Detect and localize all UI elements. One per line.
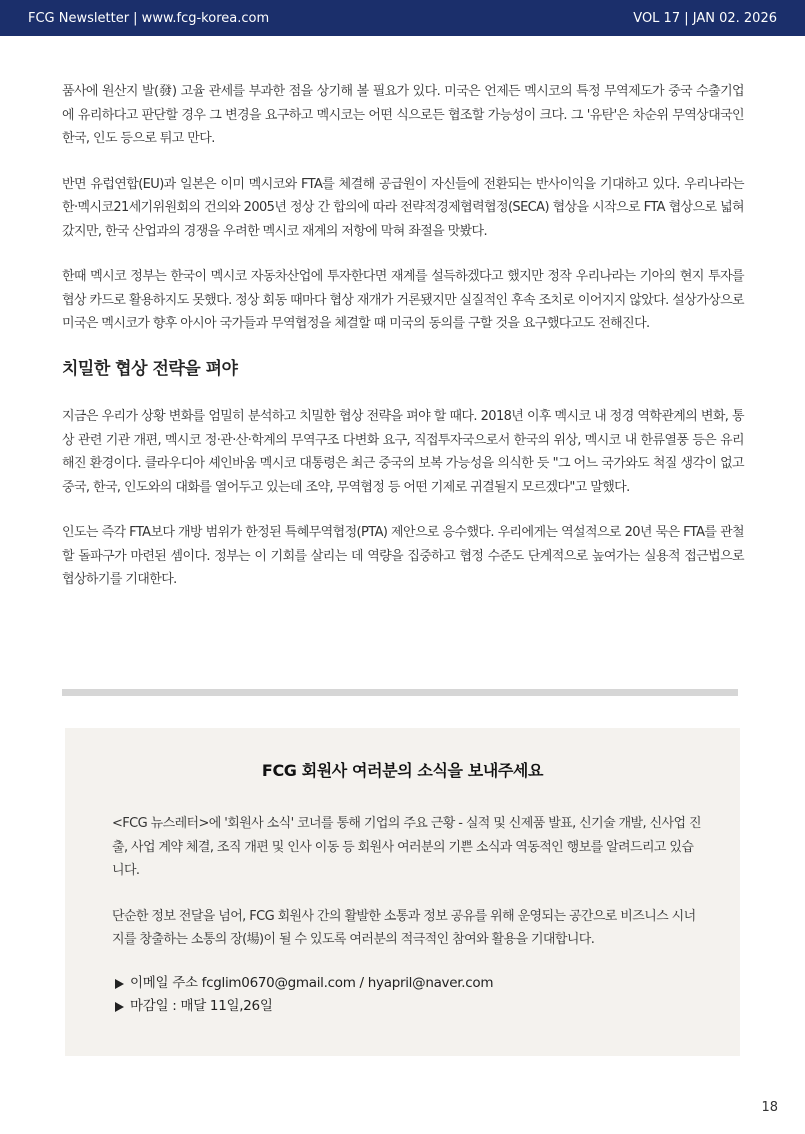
email-contact-text[interactable]: 이메일 주소 fcglim0670@gmail.com / hyapril@naver.com (130, 975, 494, 991)
article-paragraph: 반면 유럽연합(EU)과 일본은 이미 멕시코와 FTA를 체결해 공급원이 자신들에 전환되는 반사이익을 기대하고 있다. 우리나라는 한·멕시코21세기위원회의 건의와 2005년 정상 간 합의에 따라 전략적경제협력협정(SECA) 협상을 시작으로 FTA 협상으로 넓혀갔지만, 한국 산업과의 경쟁을 우려한 멕시코 재계의 저항에 막혀 좌절을 맛봤다. (62, 176, 744, 239)
article-body (62, 80, 744, 614)
newsletter-site-label: FCG Newsletter | www.fcg-korea.com (28, 10, 270, 26)
article-paragraph: 한때 멕시코 정부는 한국이 멕시코 자동차산업에 투자한다면 재계를 설득하겠다고 했지만 정작 우리나라는 기아의 현지 투자를 협상 카드로 활용하지도 못했다. 정상 회동 때마다 협상 재개가 거론됐지만 실질적인 후속 조치로 이어지지 않았다. 설상가상으로 미국은 멕시코가 향후 아시아 국가들과 무역협정을 체결할 때 미국의 동의를 구할 것을 요구했다고도 전해진다. (62, 269, 744, 331)
page-number: 18 (761, 1100, 778, 1115)
section-heading: 치밀한 협상 전략을 펴야 (62, 358, 238, 379)
section-divider (62, 689, 738, 696)
triangle-bullet-icon (115, 1002, 124, 1012)
notice-paragraph: <FCG 뉴스레터>에 '회원사 소식' 코너를 통해 기업의 주요 근황 - 실적 및 신제품 발표, 신기술 개발, 신사업 진출, 사업 계약 체결, 조직 개편 및 인사 이동 등 회원사 여러분의 기쁜 소식과 역동적인 행보를 알려드리고 있습니다. (112, 816, 701, 878)
member-news-notice-box (65, 728, 740, 1056)
notice-title: FCG 회원사 여러분의 소식을 보내주세요 (261, 761, 544, 780)
article-paragraph: 품사에 원산지 발(發) 고율 관세를 부과한 점을 상기해 볼 필요가 있다. 미국은 언제든 멕시코의 특정 무역제도가 중국 수출기업에 유리하다고 판단할 경우 그 변경을 요구하고 멕시코는 어떤 식으로든 협조할 가능성이 크다. 그 '유탄'은 차순위 무역상대국인 한국, 인도 등으로 튀고 만다. (62, 84, 744, 146)
contact-list (115, 972, 705, 1018)
deadline-text: 마감일 : 매달 11일,26일 (130, 998, 273, 1014)
notice-paragraph: 단순한 정보 전달을 넘어, FCG 회원사 간의 활발한 소통과 정보 공유를 위해 운영되는 공간으로 비즈니스 시너지를 창출하는 소통의 장(場)이 될 수 있도록 여러분의 적극적인 참여와 활용을 기대합니다. (112, 908, 696, 947)
article-paragraph: 인도는 즉각 FTA보다 개방 범위가 한정된 특혜무역협정(PTA) 제안으로 응수했다. 우리에게는 역설적으로 20년 묵은 FTA를 관철할 돌파구가 마련된 셈이다. 정부는 이 기회를 살리는 데 역량을 집중하고 협정 수준도 단계적으로 높여가는 실용적 접근법으로 협상하기를 기대한다. (62, 525, 744, 587)
triangle-bullet-icon (115, 979, 124, 989)
newsletter-header (0, 0, 805, 36)
notice-body (112, 812, 702, 974)
article-paragraph: 지금은 우리가 상황 변화를 엄밀히 분석하고 치밀한 협상 전략을 펴야 할 때다. 2018년 이후 멕시코 내 정경 역학관계의 변화, 통상 관련 기관 개편, 멕시코 정·관·산·학계의 무역구조 다변화 요구, 직접투자국으로서 한국의 위상, 멕시코 내 한류열풍 등은 유리해진 환경이다. 클라우디아 셰인바움 멕시코 대통령은 최근 중국의 보복 가능성을 의식한 듯 "그 어느 국가와도 척질 생각이 없고 중국, 한국, 인도와의 대화를 열어두고 있는데 조약, 무역협정 등 어떤 기제로 귀결될지 모르겠다"고 말했다. (62, 409, 744, 495)
issue-date-label: VOL 17 | JAN 02. 2026 (633, 10, 777, 26)
deadline-item (115, 995, 705, 1018)
email-contact-item (115, 972, 705, 995)
